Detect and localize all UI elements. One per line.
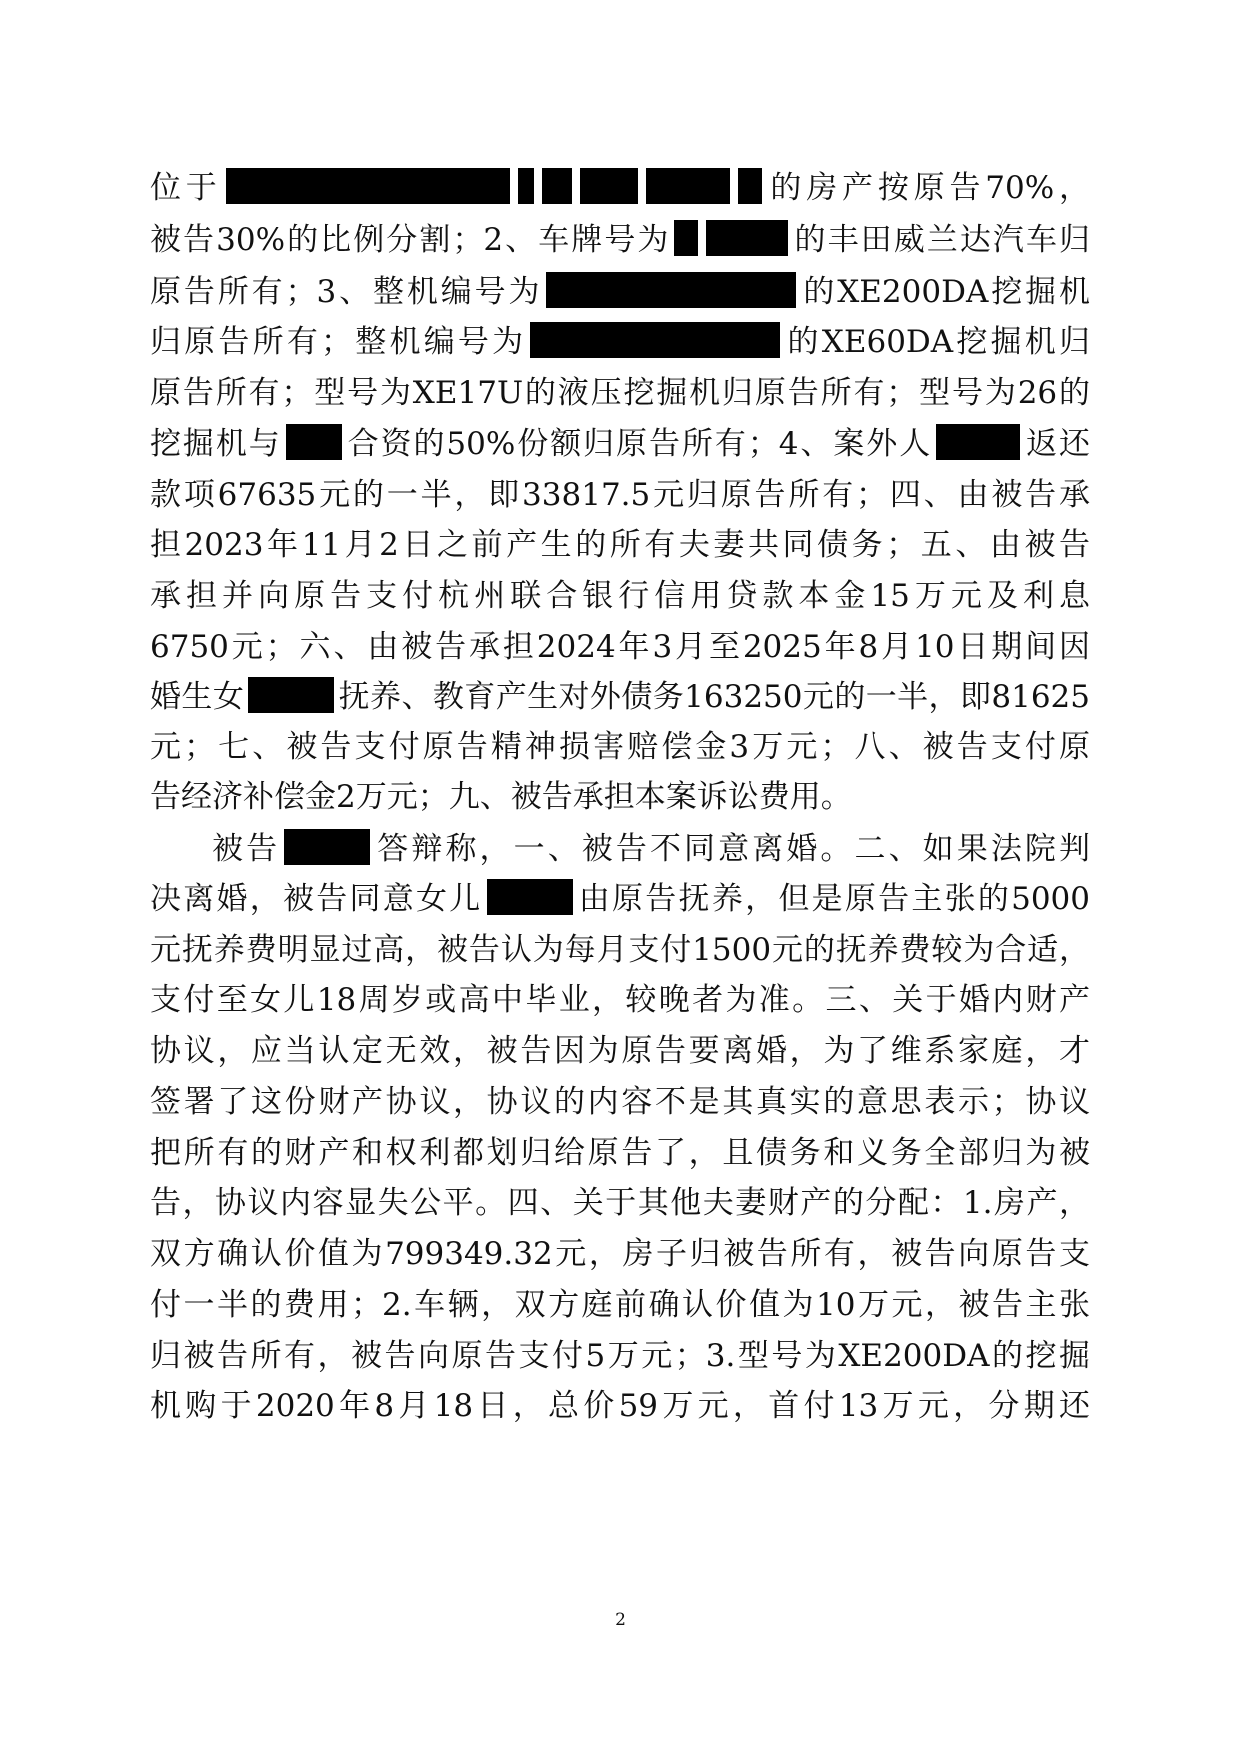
redaction-block xyxy=(248,677,334,713)
text-line-17: 支付至女儿18周岁或高中毕业，较晚者为准。三、关于婚内财产 xyxy=(150,982,1090,1018)
text-line-19: 签署了这份财产协议，协议的内容不是其真实的意思表示；协议 xyxy=(150,1084,1090,1120)
redaction-block xyxy=(546,272,796,308)
text-line-12: 元；七、被告支付原告精神损害赔偿金3万元；八、被告支付原 xyxy=(150,729,1090,765)
page-number: 2 xyxy=(615,1610,626,1630)
redaction-block xyxy=(936,424,1020,460)
text-line-3: 原告所有；3、整机编号为 的XE200DA挖掘机 xyxy=(150,274,1090,310)
redaction-block xyxy=(226,168,510,204)
text-line-16: 元抚养费明显过高，被告认为每月支付1500元的抚养费较为合适， xyxy=(150,932,1090,968)
text-line-23: 付一半的费用；2.车辆，双方庭前确认价值为10万元，被告主张 xyxy=(150,1287,1090,1323)
text-line-25: 机购于2020年8月18日，总价59万元，首付13万元，分期还 xyxy=(150,1388,1090,1424)
text-line-22: 双方确认价值为799349.32元，房子归被告所有，被告向原告支 xyxy=(150,1236,1090,1272)
redaction-block xyxy=(646,168,730,204)
text-line-21: 告，协议内容显失公平。四、关于其他夫妻财产的分配：1.房产， xyxy=(150,1185,1090,1221)
redaction-block xyxy=(518,168,534,204)
text-line-9: 承担并向原告支付杭州联合银行信用贷款本金15万元及利息 xyxy=(150,578,1090,614)
redaction-block xyxy=(286,424,342,460)
text-line-18: 协议，应当认定无效，被告因为原告要离婚，为了维系家庭，才 xyxy=(150,1033,1090,1069)
redaction-block xyxy=(580,168,638,204)
text-line-7: 款项67635元的一半，即33817.5元归原告所有；四、由被告承 xyxy=(150,477,1090,513)
redaction-block xyxy=(674,220,698,256)
text-line-11: 婚生女 抚养、教育产生对外债务163250元的一半，即81625 xyxy=(150,679,1090,715)
redaction-block xyxy=(542,168,572,204)
text-line-20: 把所有的财产和权利都划归给原告了，且债务和义务全部归为被 xyxy=(150,1135,1090,1171)
redaction-block xyxy=(284,829,370,865)
text-line-4: 归原告所有；整机编号为 的XE60DA挖掘机归 xyxy=(150,324,1090,360)
text-line-8: 担2023年11月2日之前产生的所有夫妻共同债务；五、由被告 xyxy=(150,527,1090,563)
text-line-5: 原告所有；型号为XE17U的液压挖掘机归原告所有；型号为26的 xyxy=(150,375,1090,411)
text-line-15: 决离婚，被告同意女儿 由原告抚养，但是原告主张的5000 xyxy=(150,881,1090,917)
redaction-block xyxy=(530,322,780,358)
text-line-14: 被告 答辩称，一、被告不同意离婚。二、如果法院判 xyxy=(212,831,1090,867)
redaction-block xyxy=(487,879,573,915)
text-line-6: 挖掘机与 合资的50%份额归原告所有；4、案外人 返还 xyxy=(150,426,1090,462)
text-line-1: 位于 的房产按原告70%， xyxy=(150,170,1090,206)
redaction-block xyxy=(738,168,762,204)
redaction-block xyxy=(706,220,788,256)
text-line-13: 告经济补偿金2万元；九、被告承担本案诉讼费用。 xyxy=(150,779,852,815)
text-line-2: 被告30%的比例分割；2、车牌号为 的丰田威兰达汽车归 xyxy=(150,222,1090,258)
text-line-24: 归被告所有，被告向原告支付5万元；3.型号为XE200DA的挖掘 xyxy=(150,1338,1090,1374)
text-line-10: 6750元；六、由被告承担2024年3月至2025年8月10日期间因 xyxy=(150,629,1090,665)
